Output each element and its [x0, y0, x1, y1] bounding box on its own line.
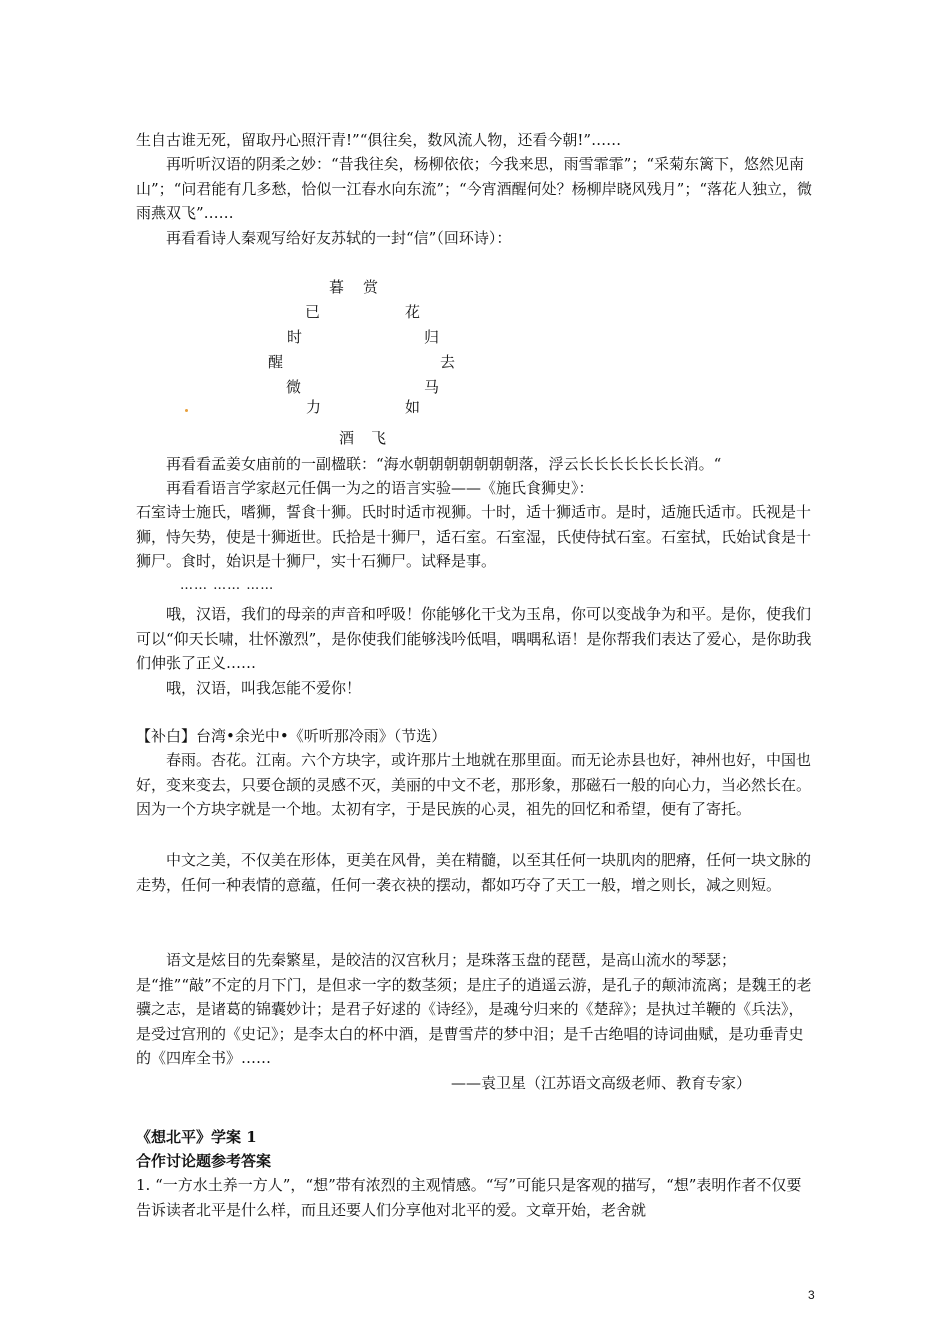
- couplet-line: 再看看孟姜女庙前的一副楹联：“海水朝朝朝朝朝朝朝落，浮云长长长长长长长消。“: [166, 455, 722, 473]
- poem-char: 去: [440, 353, 456, 371]
- zhao-yuanren-line: 再看看语言学家赵元任偶一为之的语言实验——《施氏食狮史》：: [166, 479, 594, 497]
- study-title: 《想北平》学案 1: [136, 1128, 257, 1146]
- poem-char: 飞: [371, 429, 387, 447]
- poem-char: 已: [305, 303, 321, 321]
- supplement-paragraph-1: 春雨。杏花。江南。六个方块字，或许那片土地就在那里面。而无论赤县也好，神州也好，中国也好，变来变去，只要仓颉的灵感不灭，美丽的中文不老，那形象，那磁石一般的向心力，当必然长在。因为一个方块字就是一个地。太初有字，于是民族的心灵，祖先的回忆和希望，便有了寄托。: [136, 751, 812, 818]
- poem-char: 归: [424, 328, 440, 346]
- poem-char: 力: [306, 398, 322, 416]
- supplement-paragraph-2: 中文之美，不仅美在形体，更美在风骨，美在精髓，以至其任何一块肌肉的肥瘠，任何一块文脉的走势，任何一种表情的意蕴，任何一袭衣袂的摆动，都如巧夺了天工一般，增之则长，减之则短。: [136, 851, 812, 894]
- intro-line-qin-guan: 再看看诗人秦观写给好友苏轼的一封“信”（回环诗）：: [166, 229, 512, 247]
- supplement-heading: 【补白】台湾•余光中•《听听那冷雨》（节选）: [136, 727, 447, 745]
- praise-paragraph: 哦，汉语，我们的母亲的声音和呼吸！你能够化干戈为玉帛，你可以变战争为和平。是你，使我们可以“仰天长啸，壮怀激烈”，是你使我们能够浅吟低唱，喁喁私语！是你帮我们表达了爱心，是你助我们伸张了正义……: [136, 605, 812, 672]
- shi-shi-text: 石室诗士施氏，嗜狮，誓食十狮。氏时时适市视狮。十时，适十狮适市。是时，适施氏适市。氏视是十狮，恃矢势，使是十狮逝世。氏拾是十狮尸，适石室。石室湿，氏使侍拭石室。石室拭，氏始试食是十狮尸。食时，始识是十狮尸，实十石狮尸。试释是事。: [136, 503, 812, 570]
- poem-char: 马: [424, 378, 440, 396]
- love-line: 哦，汉语，叫我怎能不爱你！: [166, 679, 362, 697]
- poem-char: 酒: [339, 429, 355, 447]
- poem-char: 暮: [329, 278, 345, 296]
- ellipsis-row: …… …… ……: [180, 578, 275, 593]
- answer-1: 1. “一方水土养一方人”，“想”带有浓烈的主观情感。“写”可能只是客观的描写，“想”表明作者不仅要告诉读者北平是什么样，而且还要人们分享他对北平的爱。文章开始，老舍就: [136, 1176, 802, 1219]
- poem-char: 花: [405, 303, 421, 321]
- poem-char: 微: [286, 378, 302, 396]
- page-number: 3: [808, 1288, 815, 1302]
- intro-paragraph-yin-rou: 再听听汉语的阴柔之妙：“昔我往矣，杨柳依依；今我来思，雨雪霏霏”；“采菊东篱下，悠然见南山”；“问君能有几多愁，恰似一江春水向东流”；“今宵酒醒何处？杨柳岸晓风残月”；“落花人独立，微雨燕双飞”……: [136, 155, 813, 222]
- yuan-paragraph: 语文是炫目的先秦繁星，是皎洁的汉宫秋月；是珠落玉盘的琵琶，是高山流水的琴瑟；是“推”“敲”不定的月下门，是但求一字的数茎须；是庄子的逍遥云游，是孔子的颠沛流离；是魏王的老骥之志，是诸葛的锦囊妙计；是君子好逑的《诗经》，是魂兮归来的《楚辞》；是执过羊鞭的《兵法》，是受过宫刑的《史记》；是李太白的杯中酒，是曹雪芹的梦中泪；是千古绝唱的诗词曲赋，是功垂青史的《四库全书》……: [136, 951, 812, 1067]
- study-subtitle: 合作讨论题参考答案: [136, 1152, 272, 1170]
- stray-mark: [185, 409, 188, 412]
- intro-line-1: 生自古谁无死，留取丹心照汗青!”“俱往矣，数风流人物，还看今朝!”……: [136, 131, 622, 149]
- poem-char: 时: [287, 328, 303, 346]
- poem-char: 醒: [268, 353, 284, 371]
- attribution: ——袁卫星（江苏语文高级老师、教育专家）: [450, 1074, 751, 1092]
- poem-char: 赏: [363, 278, 379, 296]
- poem-char: 如: [405, 398, 421, 416]
